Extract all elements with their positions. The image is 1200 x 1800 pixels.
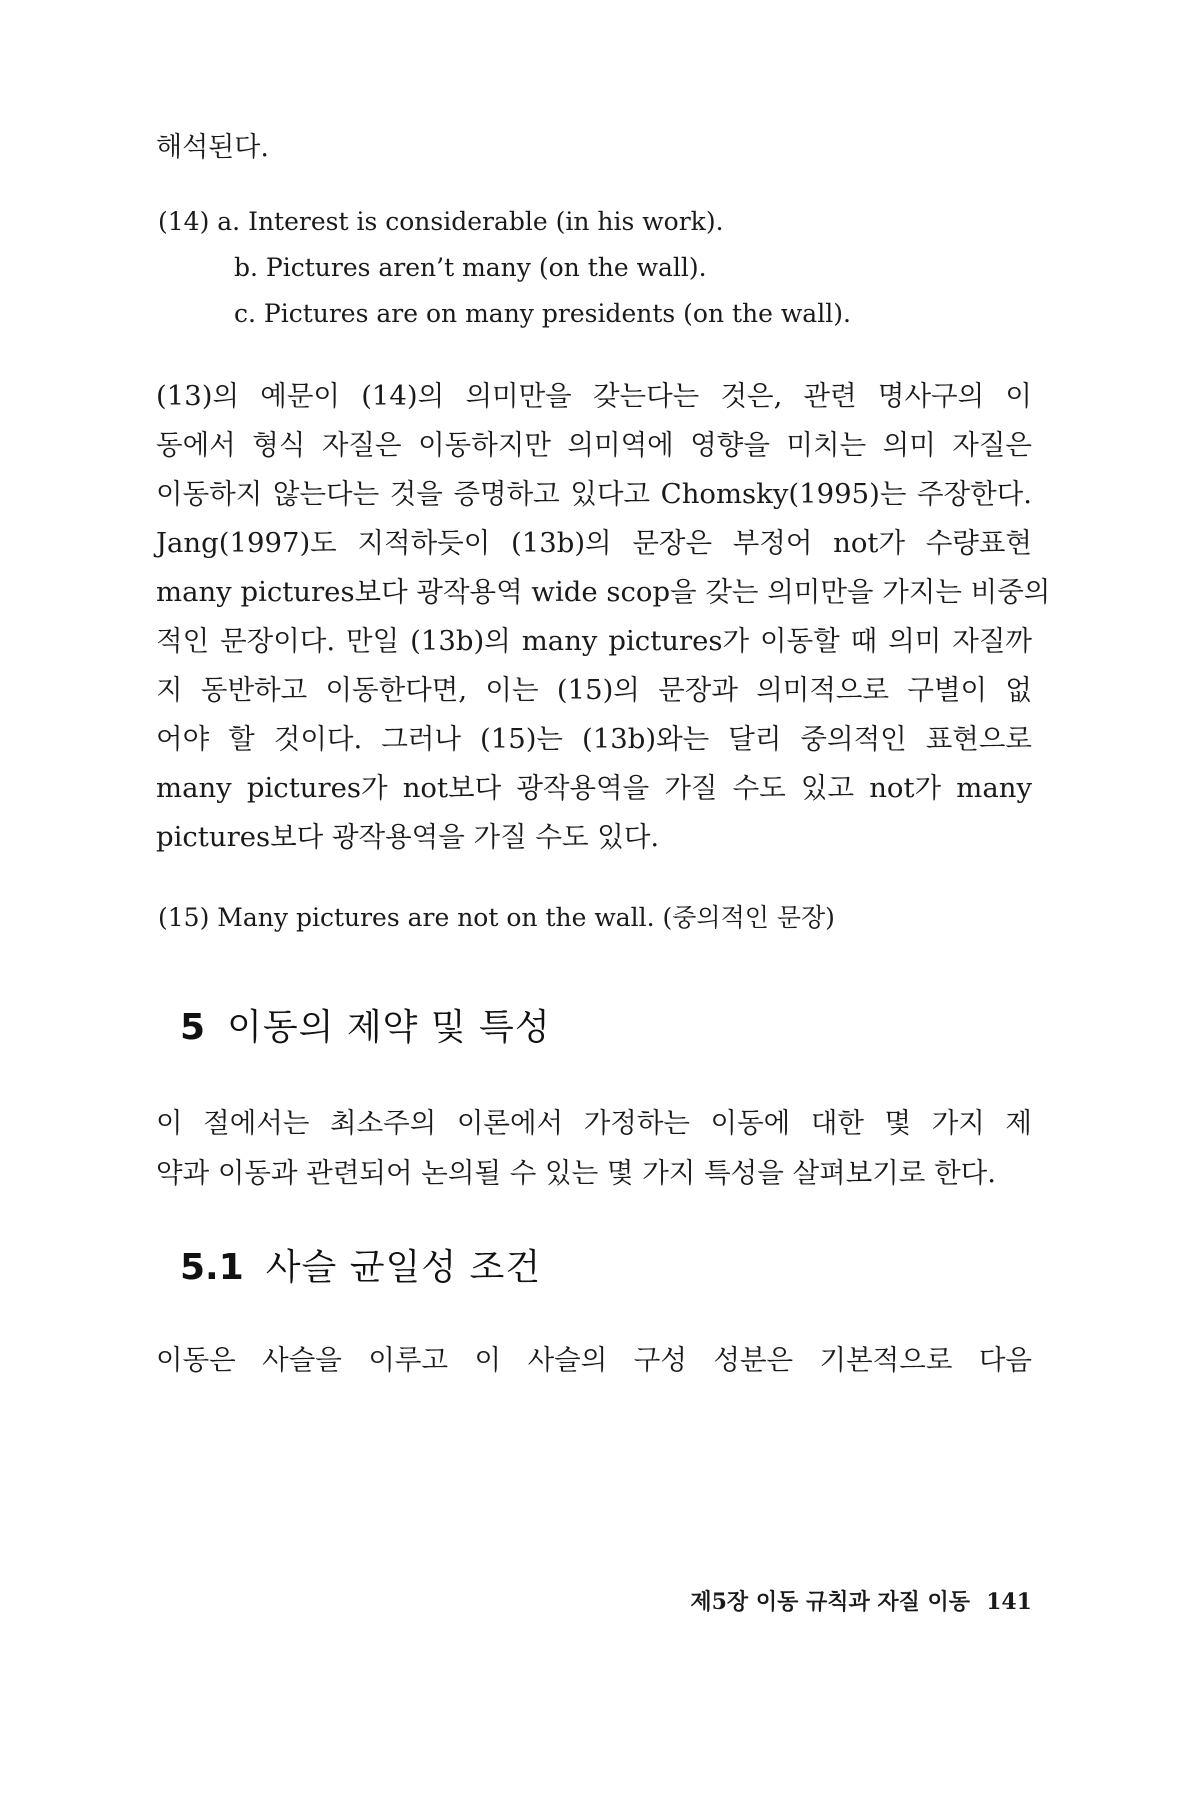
continuation-text: 해석된다.	[156, 132, 269, 163]
subsection-title: 사슬 균일성 조건	[265, 1247, 542, 1288]
section-5-heading	[180, 1006, 551, 1050]
section-title: 이동의 제약 및 특성	[227, 1007, 551, 1048]
example-14b: b. Pictures aren’t many (on the wall).	[234, 253, 707, 282]
subsection-number: 5.1	[180, 1247, 244, 1288]
page-number: 141	[986, 1589, 1032, 1615]
section-5-1-heading	[180, 1246, 541, 1290]
paragraph3-line: 이동은 사슬을 이루고 이 사슬의 구성 성분은 기본적으로 다음	[156, 1344, 1032, 1376]
example-14c: c. Pictures are on many presidents (on the wall).	[234, 299, 851, 328]
paragraph1-line: 적인 문장이다. 만일 (13b)의 many pictures가 이동할 때 의미 자질까	[156, 625, 1032, 657]
example-15: (15) Many pictures are not on the wall. (중의적인 문장)	[158, 903, 835, 932]
paragraph1-line: pictures보다 광작용역을 가질 수도 있다.	[156, 821, 660, 853]
paragraph1-line: 지 동반하고 이동한다면, 이는 (15)의 문장과 의미적으로 구별이 없	[156, 674, 1032, 706]
paragraph1-line: many pictures보다 광작용역 wide scop을 갖는 의미만을 가지는 비중의	[156, 576, 1051, 608]
paragraph1-line: many pictures가 not보다 광작용역을 가질 수도 있고 not가 many	[156, 772, 1032, 804]
section-number: 5	[180, 1007, 206, 1048]
running-footer	[690, 1587, 1032, 1617]
paragraph1-line: (13)의 예문이 (14)의 의미만을 갖는다는 것은, 관련 명사구의 이	[156, 380, 1032, 412]
paragraph1-line: 어야 할 것이다. 그러나 (15)는 (13b)와는 달리 중의적인 표현으로	[156, 723, 1032, 755]
paragraph1-line: 동에서 형식 자질은 이동하지만 의미역에 영향을 미치는 의미 자질은	[156, 429, 1032, 461]
paragraph1-line: 이동하지 않는다는 것을 증명하고 있다고 Chomsky(1995)는 주장한다.	[156, 478, 1032, 510]
paragraph2-line: 이 절에서는 최소주의 이론에서 가정하는 이동에 대한 몇 가지 제	[156, 1107, 1032, 1139]
footer-chapter-title: 제5장 이동 규칙과 자질 이동	[690, 1589, 971, 1615]
example-14a: (14) a. Interest is considerable (in his work).	[158, 207, 724, 236]
paragraph1-line: Jang(1997)도 지적하듯이 (13b)의 문장은 부정어 not가 수량표현	[156, 527, 1032, 559]
paragraph2-line: 약과 이동과 관련되어 논의될 수 있는 몇 가지 특성을 살펴보기로 한다.	[156, 1157, 996, 1189]
